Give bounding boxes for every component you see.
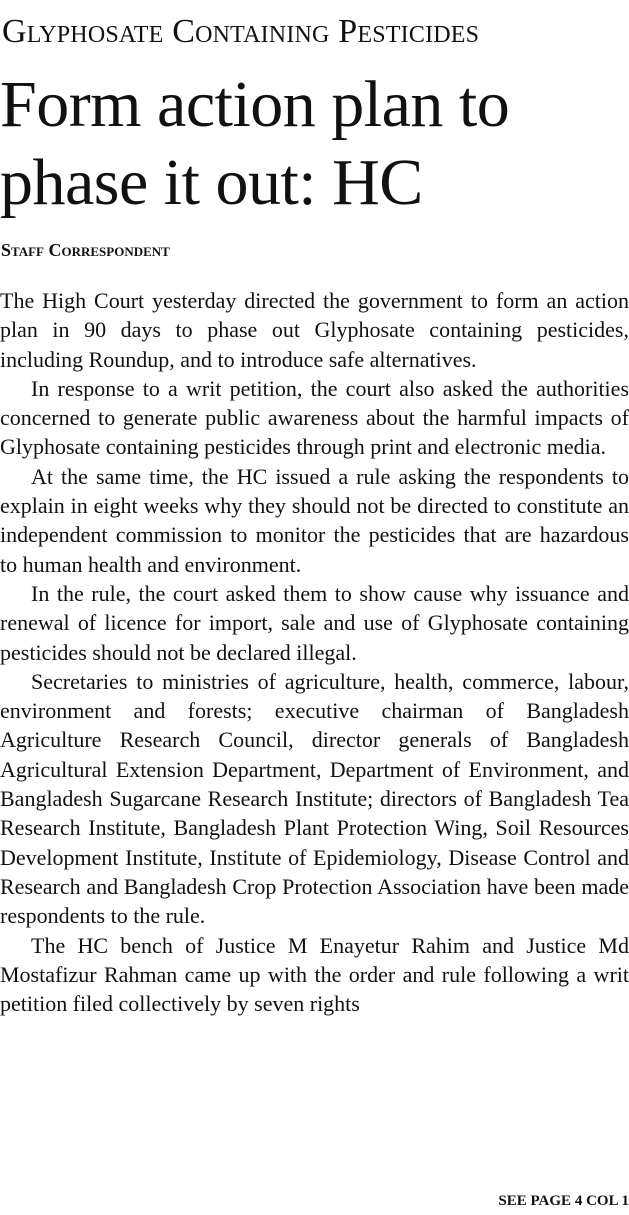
article-kicker: Glyphosate Containing Pesticides (2, 13, 480, 50)
article-paragraph-5: Secretaries to ministries of agriculture, health, commerce, labour, environment and forests; executive chairman of Bangladesh Agriculture Research Council, director generals of Bangladesh Agricultural Extension Department, Department of Environment, and Bangladesh Sugarcane Research Institute; directors of Bangladesh Tea Research Institute, Bangladesh Plant Protection Wing, Soil Resources Development Institute, Institute of Epidemiology, Disease Control and Research and Bangladesh Crop Protection Association have been made respondents to the rule. (0, 668, 629, 929)
article-paragraph-4: In the rule, the court asked them to show cause why issuance and renewal of licence for import, sale and use of Glyphosate containing pesticides should not be declared illegal. (0, 580, 629, 665)
article-byline: Staff Correspondent (1, 240, 170, 260)
article-body (0, 286, 629, 1018)
article-paragraph-6: The HC bench of Justice M Enayetur Rahim and Justice Md Mostafizur Rahman came up with the order and rule following a writ petition filed collectively by seven rights (0, 932, 629, 1017)
article-headline (0, 66, 629, 222)
article-paragraph-3: At the same time, the HC issued a rule asking the respondents to explain in eight weeks why they should not be directed to constitute an independent commission to monitor the pesticides that are hazardous to human health and environment. (0, 463, 629, 577)
headline-line-2: phase it out: HC (0, 146, 423, 219)
article-paragraph-2: In response to a writ petition, the court also asked the authorities concerned to generate public awareness about the harmful impacts of Glyphosate containing pesticides through print and electronic media. (0, 375, 629, 460)
continuation-jump-line: SEE PAGE 4 COL 1 (498, 1193, 629, 1209)
headline-line-1: Form action plan to (0, 68, 510, 141)
article-paragraph-1: The High Court yesterday directed the government to form an action plan in 90 days to phase out Glyphosate containing pesticides, including Roundup, and to introduce safe alternatives. (0, 288, 629, 372)
